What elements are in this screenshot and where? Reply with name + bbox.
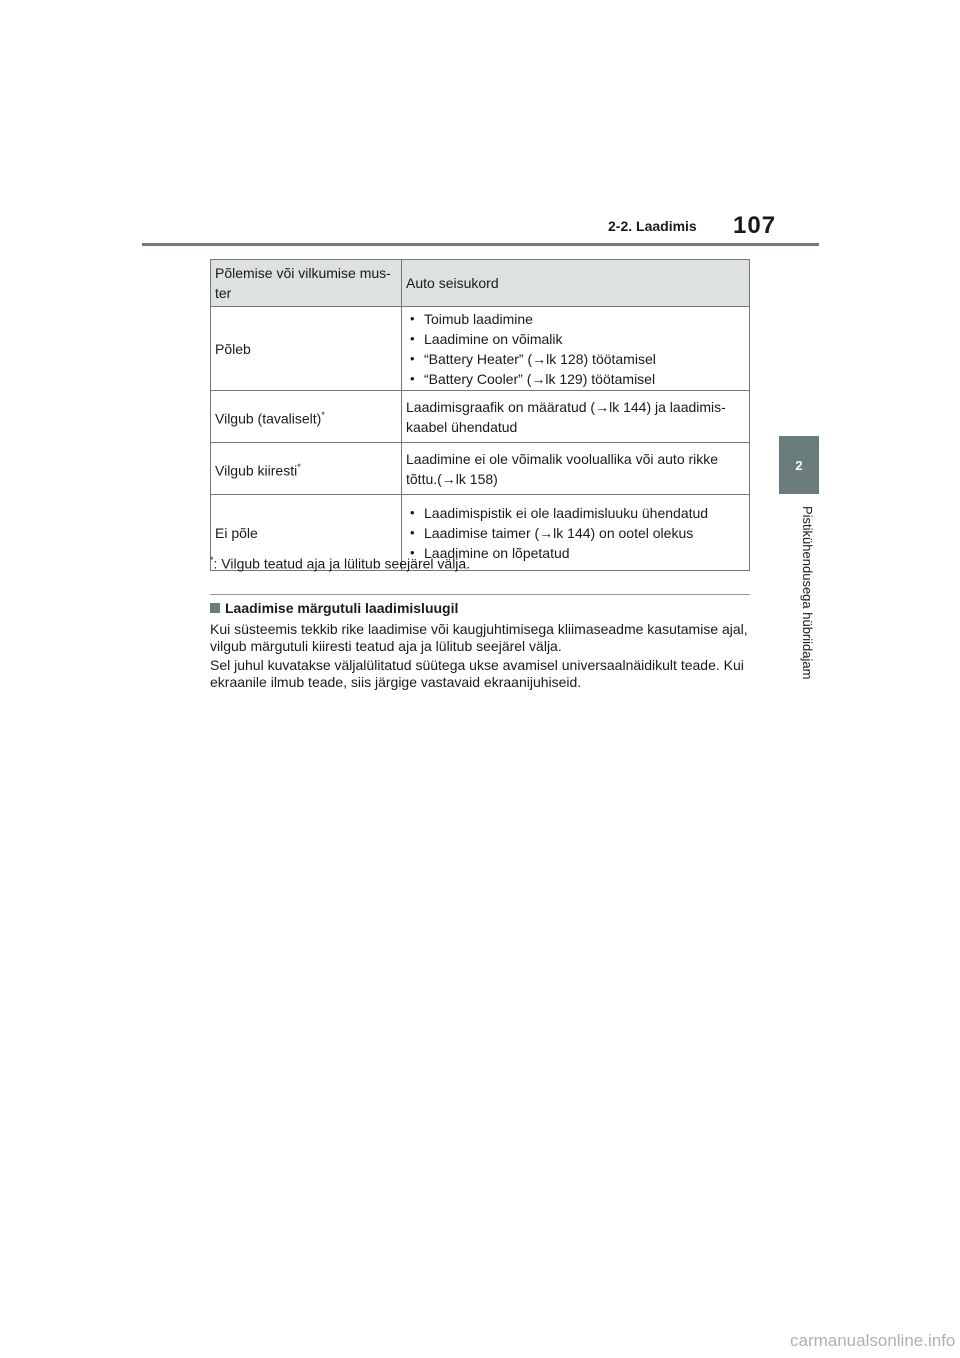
list-item: • Laadimine on lõpetatud (406, 543, 745, 563)
info-heading-text: Laadimise märgutuli laadimisluugil (225, 600, 459, 616)
footnote-mark: * (321, 409, 325, 420)
list-item: • “Battery Cooler” (→lk 129) töötamisel (406, 369, 745, 389)
status-cell (402, 307, 750, 391)
list-item: • Laadimise taimer (→lk 144) on ootel olekus (406, 523, 745, 543)
status-list (406, 503, 745, 563)
list-item: • “Battery Heater” (→lk 128) töötamisel (406, 349, 745, 369)
watermark: carmanualsonline.info (790, 1331, 956, 1350)
page-number: 107 (733, 212, 777, 239)
footnote-text: : Vilgub teatud aja ja lülitub seejärel välja. (213, 555, 471, 572)
table-row (211, 307, 750, 391)
chapter-number: 2 (795, 457, 803, 473)
table-row (211, 443, 750, 495)
info-heading (210, 600, 458, 616)
section-title: 2-2. Laadimis (608, 218, 697, 234)
square-bullet-icon (210, 603, 220, 613)
pattern-cell: Ei põle (211, 495, 402, 571)
footnote-mark: * (297, 461, 301, 472)
list-item: • Laadimine on võimalik (406, 329, 745, 349)
table-header-status: Auto seisukord (402, 260, 750, 307)
pattern-text: Vilgub (tavaliselt) (215, 410, 322, 427)
pattern-cell (211, 443, 402, 495)
pattern-cell: Põleb (211, 307, 402, 391)
chapter-label: Pistikühendusega hübriidajam (800, 506, 815, 680)
list-item: • Toimub laadimine (406, 309, 745, 329)
header-rule (142, 243, 819, 246)
chapter-tab[interactable] (779, 436, 819, 494)
status-cell: Laadimine ei ole võimalik vooluallika või auto rikke tõttu.(→lk 158) (402, 443, 750, 495)
pattern-cell (211, 391, 402, 443)
section-divider (210, 594, 750, 595)
info-paragraph: Sel juhul kuvatakse väljalülitatud süütega ukse avamisel universaalnäidikult teade. Kui ekraanile ilmub teade, siis järgige vastavaid ekraanijuhiseid. (210, 657, 744, 690)
table-row (211, 391, 750, 443)
table-footnote (210, 555, 470, 572)
info-paragraph: Kui süsteemis tekkib rike laadimise või kaugjuhtimisega kliimaseadme kasutamise ajal, vilgub märgutuli kiiresti teatud aja ja lülitub seejärel välja. (210, 621, 748, 654)
footnote-mark: * (210, 555, 214, 565)
pattern-text: Vilgub kiiresti (215, 462, 298, 479)
status-list (406, 309, 745, 389)
table-header-pattern: Põlemise või vilkumise mus-ter (211, 260, 402, 307)
table-header-row (211, 260, 750, 307)
indicator-status-table (210, 259, 750, 571)
list-item: • Laadimispistik ei ole laadimisluuku ühendatud (406, 503, 745, 523)
status-cell: Laadimisgraafik on määratud (→lk 144) ja laadimis-kaabel ühendatud (402, 391, 750, 443)
